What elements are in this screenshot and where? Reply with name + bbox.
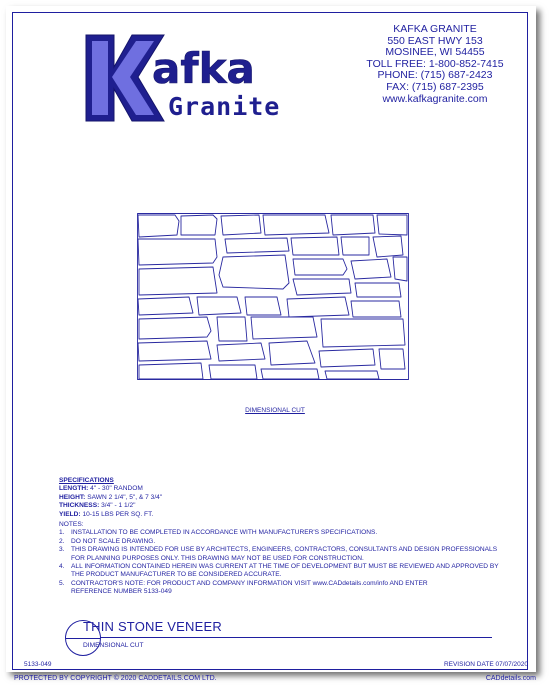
- stone: [209, 365, 257, 379]
- note-number: [59, 555, 71, 563]
- note-number: 3.: [59, 546, 65, 554]
- stone: [393, 257, 407, 281]
- spec-thickness-value: 3/4" - 1 1/2": [101, 502, 136, 510]
- stone: [245, 297, 281, 315]
- note-text: DO NOT SCALE DRAWING.: [71, 537, 156, 545]
- stone: [138, 297, 193, 315]
- specifications-heading: SPECIFICATIONS: [59, 477, 114, 484]
- note-text: INSTALLATION TO BE COMPLETED IN ACCORDANCE WITH MANUFACTURER'S SPECIFICATIONS.: [71, 529, 378, 537]
- stone: [351, 259, 391, 279]
- stone: [269, 341, 315, 365]
- stone-veneer-pattern: [137, 213, 409, 380]
- company-address-line2: MOSINEE, WI 54455: [385, 46, 485, 59]
- note-row: [59, 588, 499, 596]
- spec-length-label: LENGTH:: [59, 485, 89, 493]
- stone: [138, 239, 217, 265]
- stone: [373, 236, 403, 257]
- company-phone: PHONE: (715) 687-2423: [377, 69, 493, 82]
- note-number: [59, 588, 71, 596]
- note-row: [59, 546, 499, 554]
- stone: [319, 349, 375, 367]
- note-number: [59, 571, 71, 579]
- drawing-subtitle: DIMENSIONAL CUT: [83, 642, 144, 649]
- stone: [287, 297, 349, 317]
- note-row: [59, 571, 499, 579]
- company-name: KAFKA GRANITE: [393, 23, 477, 35]
- stone: [377, 215, 407, 235]
- stone: [325, 371, 379, 379]
- spec-length: [59, 485, 499, 493]
- spec-length-value: 4" - 30" RANDOM: [90, 485, 143, 493]
- notes-block: [59, 521, 499, 597]
- reference-number: 5133-049: [24, 661, 52, 668]
- stone: [139, 267, 217, 295]
- note-text: CONTRACTOR'S NOTE: FOR PRODUCT AND COMPANY INFORMATION VISIT www.CADdetails.com/info AND ENTER: [71, 579, 428, 587]
- logo-word-top: afka: [152, 44, 255, 93]
- spec-yield-value: 10-15 LBS PER SQ. FT.: [82, 510, 154, 518]
- note-number: 4.: [59, 563, 65, 571]
- stone: [217, 343, 265, 361]
- stone: [217, 317, 247, 341]
- company-toll-free: TOLL FREE: 1-800-852-7415: [366, 57, 504, 70]
- stone: [219, 255, 289, 289]
- stone: [379, 349, 405, 369]
- note-text: ALL INFORMATION CONTAINED HEREIN WAS CURRENT AT THE TIME OF DEVELOPMENT BUT MUST BE REVIEWED AND APPROVED BY: [71, 563, 499, 571]
- stone: [181, 215, 217, 235]
- note-number: 2.: [59, 537, 65, 545]
- note-text: FOR PLANNING PURPOSES ONLY. THIS DRAWING MAY NOT BE USED FOR CONSTRUCTION.: [71, 554, 364, 562]
- note-row: [59, 580, 499, 588]
- stone: [263, 215, 329, 235]
- stone: [331, 215, 375, 235]
- company-info: [360, 24, 510, 105]
- spec-yield: [59, 511, 499, 519]
- spec-height-value: SAWN 2 1/4", 5", & 7 3/4": [87, 493, 163, 501]
- kafka-granite-logo: [82, 33, 292, 123]
- stone: [293, 259, 347, 275]
- note-row: [59, 555, 499, 563]
- company-fax: FAX: (715) 687-2395: [386, 80, 484, 93]
- note-number: 5.: [59, 579, 65, 587]
- note-row: [59, 529, 499, 537]
- stone: [321, 319, 405, 347]
- logo-word-bottom: Granite: [168, 92, 281, 121]
- copyright-notice: PROTECTED BY COPYRIGHT © 2020 CADDETAILS.COM LTD.: [14, 675, 217, 682]
- spec-thickness: [59, 502, 499, 510]
- stone: [251, 317, 317, 339]
- title-underline: [100, 637, 492, 638]
- revision-date: REVISION DATE 07/07/2020: [443, 661, 528, 668]
- stone: [139, 317, 211, 339]
- caddetails-brand[interactable]: CADdetails.com: [485, 675, 536, 682]
- notes-heading: NOTES:: [59, 521, 84, 529]
- note-row: [59, 538, 499, 546]
- stone: [139, 363, 203, 379]
- stone: [341, 237, 369, 255]
- note-row: [59, 563, 499, 571]
- note-text: THE PRODUCT MANUFACTURER TO BE CONSIDERED ACCURATE.: [71, 571, 282, 579]
- drawing-title: THIN STONE VENEER: [83, 619, 222, 634]
- specifications-block: [59, 477, 499, 597]
- note-number: 1.: [59, 529, 65, 537]
- company-website: www.kafkagranite.com: [382, 92, 488, 105]
- stone: [138, 341, 211, 361]
- stone: [351, 301, 401, 317]
- drawing-caption: DIMENSIONAL CUT: [245, 407, 305, 414]
- spec-yield-label: YIELD:: [59, 510, 81, 518]
- stone: [221, 215, 261, 235]
- stone: [138, 215, 179, 237]
- company-address-line1: 550 EAST HWY 153: [387, 34, 483, 47]
- spec-height-label: HEIGHT:: [59, 493, 86, 501]
- stone: [291, 237, 339, 255]
- note-text: REFERENCE NUMBER 5133-049: [71, 588, 172, 596]
- note-text: THIS DRAWING IS INTENDED FOR USE BY ARCHITECTS, ENGINEERS, CONTRACTORS, CONSULTANTS AND DESIGN PROFESSIONALS: [71, 546, 498, 554]
- stone: [355, 283, 401, 297]
- stone: [197, 297, 241, 315]
- stone: [225, 238, 289, 253]
- spec-height: [59, 494, 499, 502]
- stone: [261, 369, 319, 379]
- stone: [293, 279, 351, 295]
- spec-thickness-label: THICKNESS:: [59, 502, 100, 510]
